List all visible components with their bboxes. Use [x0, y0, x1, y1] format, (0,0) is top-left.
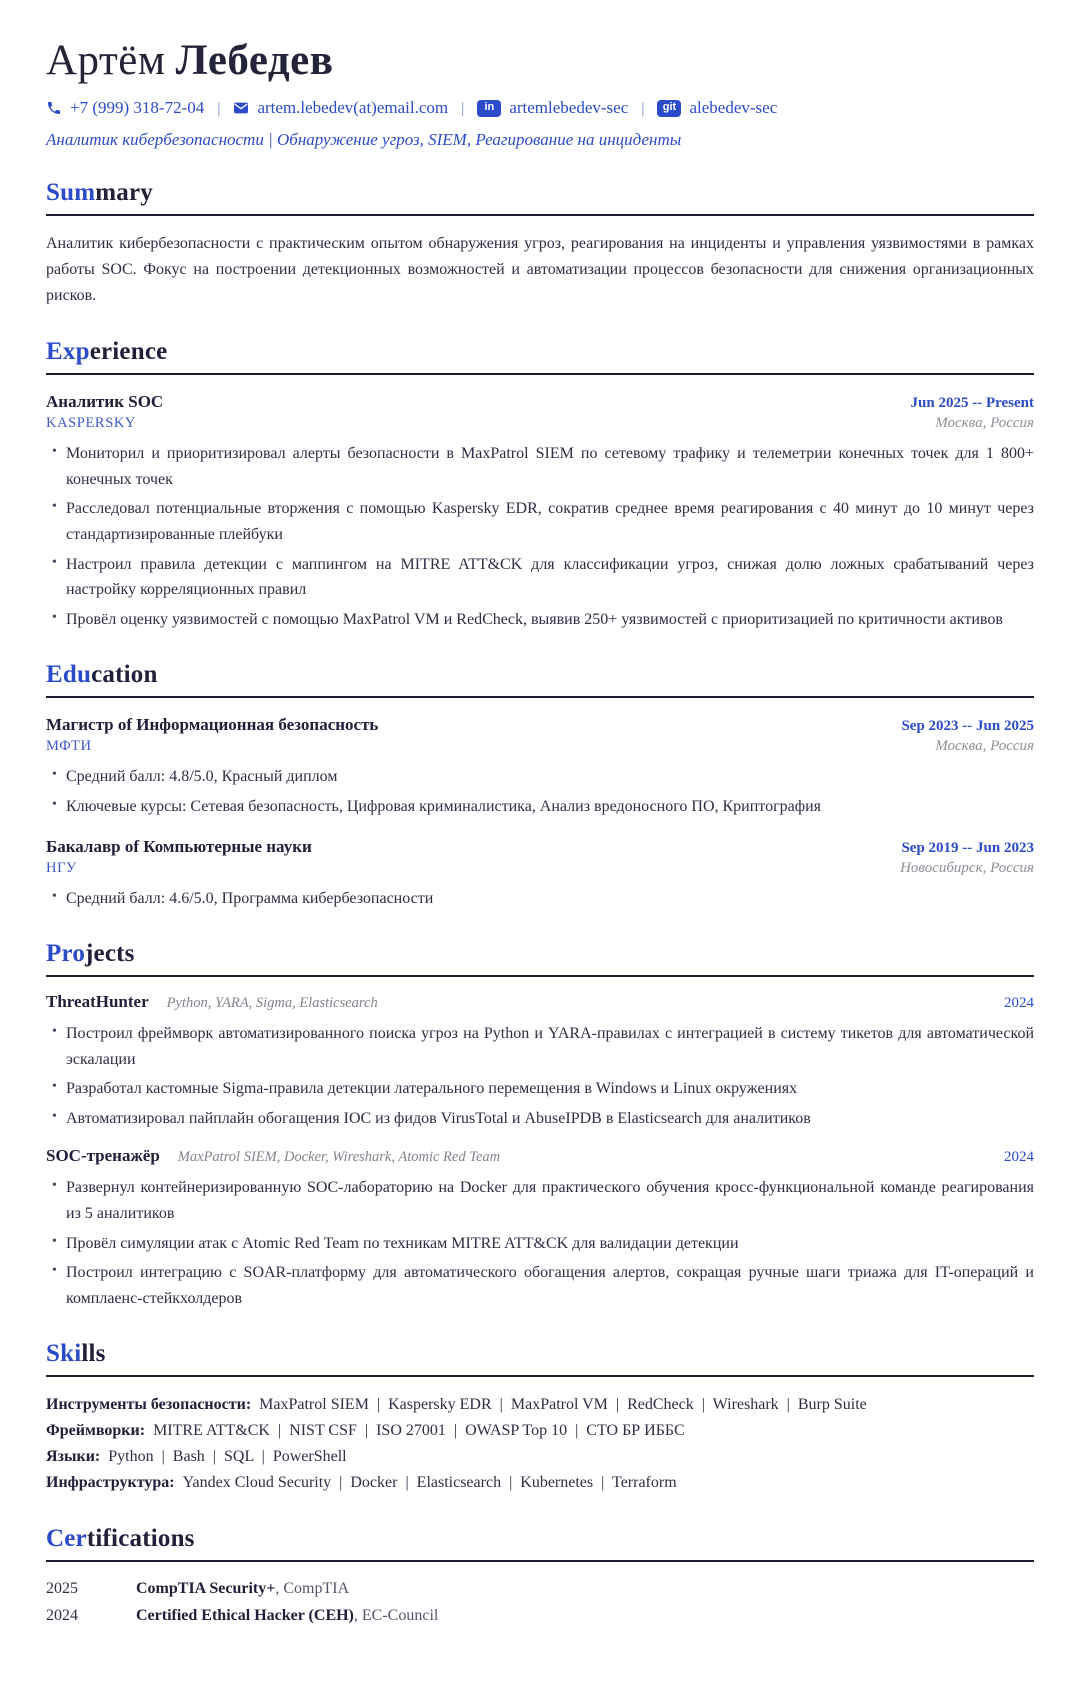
degree-bullets — [46, 764, 1034, 819]
degree-entry — [46, 837, 1034, 912]
project-bullets — [46, 1021, 1034, 1131]
school-name: МФТИ — [46, 738, 92, 755]
phone-icon — [46, 100, 62, 116]
skill-category-label: Фреймворки: — [46, 1422, 146, 1440]
section-title-experience — [46, 338, 1034, 375]
degree-header — [46, 715, 1034, 735]
degree-header — [46, 837, 1034, 857]
resume-header — [46, 36, 1034, 150]
certification-year: 2024 — [46, 1607, 78, 1625]
job-entry — [46, 392, 1034, 632]
skill-row — [46, 1470, 1034, 1496]
git-icon: git — [657, 100, 681, 117]
section-title-rest: mary — [95, 179, 153, 207]
summary-text: Аналитик кибербезопасности с практическим опытом обнаружения угроз, реагирования на инциденты и управления уязвимостями в рамках работы SOC. Фокус на построении детекционных возможностей и автоматизации процессов безопасности для снижения организационных рисков. — [46, 235, 1034, 305]
project-header — [46, 992, 1034, 1012]
project-entry — [46, 992, 1034, 1131]
first-name: Артём — [46, 37, 166, 84]
project-bullets — [46, 1175, 1034, 1311]
section-title-accent: Pro — [46, 940, 86, 968]
degree-subheader — [46, 738, 1034, 755]
bullet-item: • Ключевые курсы: Сетевая безопасность, Цифровая криминалистика, Анализ вредоносного ПО, Криптография — [66, 794, 1034, 820]
email-address: artem.lebedev(at)email.com — [257, 98, 449, 118]
certification-year: 2025 — [46, 1580, 78, 1598]
skill-items: Yandex Cloud Security | Docker | Elasticsearch | Kubernetes | Terraform — [182, 1474, 677, 1492]
tagline: Аналитик кибербезопасности | Обнаружение угроз, SIEM, Реагирование на инциденты — [46, 130, 682, 150]
skill-row — [46, 1418, 1034, 1444]
section-title-rest: jects — [85, 940, 135, 968]
skill-category-label: Инструменты безопасности: — [46, 1396, 252, 1414]
phone-number: +7 (999) 318-72-04 — [70, 98, 205, 118]
linkedin-handle: artemlebedev-sec — [509, 98, 629, 118]
bullet-item: • Провёл симуляции атак с Atomic Red Team по техникам MITRE ATT&CK для валидации детекции — [66, 1231, 1034, 1257]
degree-location: Москва, Россия — [935, 738, 1034, 755]
section-certifications — [46, 1525, 1034, 1628]
degree-location: Новосибирск, Россия — [900, 859, 1034, 876]
project-year: 2024 — [1004, 1149, 1034, 1166]
bullet-item: • Развернул контейнеризированную SOC-лабораторию на Docker для практического обучения кросс-функциональной команде реагирования из 5 аналитиков — [66, 1175, 1034, 1226]
degree-bullets — [46, 886, 1034, 912]
bullet-item: • Автоматизировал пайплайн обогащения IOC из фидов VirusTotal и AbuseIPDB в Elasticsearch для аналитиков — [66, 1106, 1034, 1132]
section-title-accent: Cer — [46, 1525, 87, 1553]
bullet-item: • Построил фреймворк автоматизированного поиска угроз на Python и YARA-правилах с интеграцией в систему тикетов для автоматической эскалации — [66, 1021, 1034, 1072]
last-name: Лебедев — [175, 37, 334, 84]
linkedin-link[interactable] — [477, 98, 628, 118]
project-header — [46, 1146, 1034, 1166]
bullet-item: • Настроил правила детекции с маппингом на MITRE ATT&CK для классификации угроз, снижая долю ложных срабатываний через настройку корреляционных правил — [66, 552, 1034, 603]
certification-text — [136, 1604, 438, 1628]
bullet-item: • Разработал кастомные Sigma-правила детекции латерального перемещения в Windows и Linux окружениях — [66, 1076, 1034, 1102]
email-link[interactable] — [233, 98, 448, 118]
degree-entry — [46, 715, 1034, 819]
bullet-item: • Построил интеграцию с SOAR-платформу для автоматического обогащения алертов, сокращая ручные шаги триажа для IT-операций и комплаенс-стейкхолдеров — [66, 1260, 1034, 1311]
skill-items: Python | Bash | SQL | PowerShell — [108, 1448, 347, 1466]
degree-dates: Sep 2023 -- Jun 2025 — [901, 718, 1034, 735]
skill-row — [46, 1444, 1034, 1470]
envelope-icon — [233, 100, 249, 116]
section-title-accent: Edu — [46, 661, 92, 689]
project-tech: Python, YARA, Sigma, Elasticsearch — [166, 995, 378, 1012]
phone-link[interactable] — [46, 98, 204, 118]
section-title-rest: cation — [91, 661, 158, 689]
degree-subheader — [46, 860, 1034, 877]
person-name — [46, 36, 1034, 85]
contact-separator — [217, 98, 220, 118]
bullet-item: • Провёл оценку уязвимостей с помощью MaxPatrol VM и RedCheck, выявив 250+ уязвимостей с приоритизацией по критичности активов — [66, 607, 1034, 633]
job-bullets — [46, 441, 1034, 632]
skill-items: MITRE ATT&CK | NIST CSF | ISO 27001 | OWASP Top 10 | СТО БР ИББС — [153, 1422, 685, 1440]
certification-issuer: , EC-Council — [353, 1607, 439, 1625]
github-handle: alebedev-sec — [689, 98, 778, 118]
job-header — [46, 392, 1034, 412]
section-title-accent: Exp — [46, 338, 90, 366]
project-name: SOC-тренажёр — [46, 1146, 160, 1166]
certification-row — [46, 1604, 1034, 1628]
certification-row — [46, 1577, 1034, 1601]
section-title-certifications — [46, 1525, 1034, 1562]
bullet-item: • Средний балл: 4.8/5.0, Красный диплом — [66, 764, 1034, 790]
section-skills — [46, 1340, 1034, 1496]
github-link[interactable] — [657, 98, 777, 118]
project-entry — [46, 1146, 1034, 1311]
project-name: ThreatHunter — [46, 992, 149, 1012]
project-tech: MaxPatrol SIEM, Docker, Wireshark, Atomic Red Team — [177, 1149, 501, 1166]
degree-title: Бакалавр of Компьютерные науки — [46, 836, 312, 856]
section-title-projects — [46, 940, 1034, 977]
project-title-group — [46, 1146, 500, 1166]
section-experience — [46, 338, 1034, 632]
certification-text — [136, 1577, 349, 1601]
certification-name: Certified Ethical Hacker (CEH) — [136, 1607, 354, 1625]
linkedin-icon: in — [477, 100, 501, 117]
section-education — [46, 661, 1034, 911]
section-title-skills — [46, 1340, 1034, 1377]
certification-issuer: , CompTIA — [275, 1580, 350, 1598]
job-title: Аналитик SOC — [46, 392, 164, 412]
project-title-group — [46, 992, 378, 1012]
contact-row — [46, 98, 1034, 118]
bullet-item: • Мониторил и приоритизировал алерты безопасности в MaxPatrol SIEM по сетевому трафику и телеметрии конечных точек для 1 800+ конечных точек — [66, 441, 1034, 492]
section-projects — [46, 940, 1034, 1311]
job-dates: Jun 2025 -- Present — [910, 395, 1034, 412]
contact-separator — [641, 98, 644, 118]
section-title-accent: Sum — [46, 179, 96, 207]
section-title-rest: tifications — [86, 1525, 195, 1553]
degree-dates: Sep 2019 -- Jun 2023 — [901, 839, 1034, 856]
section-title-summary — [46, 179, 1034, 216]
section-title-accent: Ski — [46, 1340, 82, 1368]
project-year: 2024 — [1004, 995, 1034, 1012]
contact-separator — [461, 98, 464, 118]
skill-items: MaxPatrol SIEM | Kaspersky EDR | MaxPatrol VM | RedCheck | Wireshark | Burp Suite — [259, 1396, 867, 1414]
skill-category-label: Языки: — [46, 1448, 101, 1466]
section-title-rest: erience — [89, 338, 168, 366]
skill-row — [46, 1392, 1034, 1418]
section-summary — [46, 179, 1034, 309]
section-title-rest: lls — [81, 1340, 106, 1368]
company-name: KASPERSKY — [46, 415, 137, 432]
bullet-item: • Расследовал потенциальные вторжения с помощью Kaspersky EDR, сократив среднее время реагирования с 40 минут до 10 минут через стандартизированные плейбуки — [66, 496, 1034, 547]
section-title-education — [46, 661, 1034, 698]
job-subheader — [46, 415, 1034, 432]
certification-name: CompTIA Security+ — [136, 1580, 276, 1598]
skill-category-label: Инфраструктура: — [46, 1474, 175, 1492]
job-location: Москва, Россия — [935, 415, 1034, 432]
degree-title: Магистр of Информационная безопасность — [46, 715, 379, 735]
school-name: НГУ — [46, 859, 77, 876]
bullet-item: • Средний балл: 4.6/5.0, Программа кибербезопасности — [66, 886, 1034, 912]
